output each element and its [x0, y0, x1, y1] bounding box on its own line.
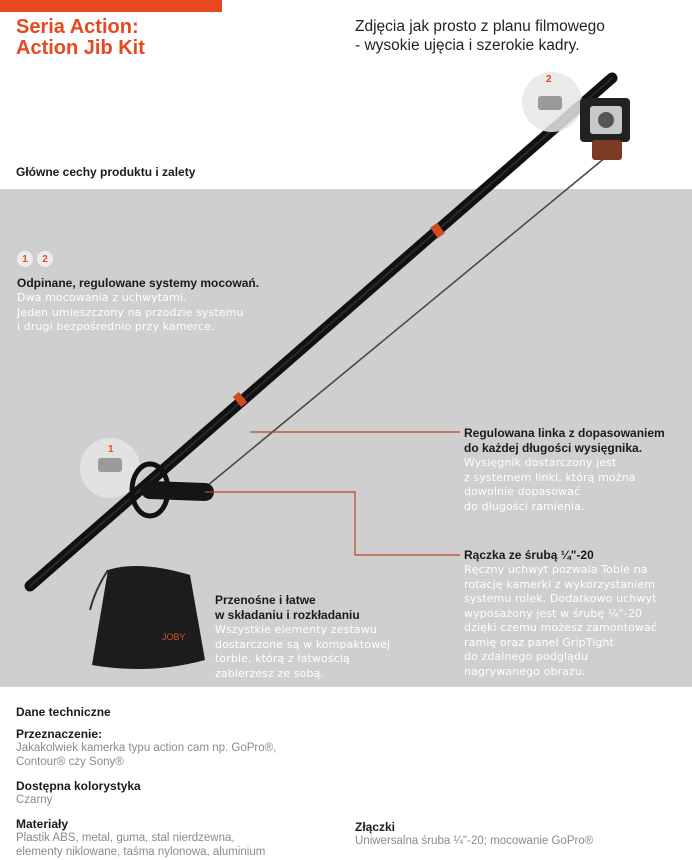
spec-color [16, 779, 336, 807]
spec-value-line: elementy niklowane, taśma nylonowa, aluminium [16, 846, 266, 858]
leader-line-handle [205, 492, 460, 555]
mount-badges [17, 251, 53, 267]
handle-grip [150, 490, 205, 492]
mini-camera-top [538, 96, 562, 110]
feature-desc-line: systemu rolek. Dodatkowo uchwyt [464, 592, 657, 605]
feature-handle [464, 548, 692, 679]
badge-2: 2 [37, 251, 53, 267]
badge-1: 1 [17, 251, 33, 267]
spec-label: Przeznaczenie: [16, 727, 103, 741]
spec-value-line: Contour® czy Sony® [16, 756, 124, 768]
feature-cable [464, 426, 692, 514]
carry-bag [92, 566, 205, 669]
spec-label: Złączki [355, 820, 396, 834]
brand-line-2: Action Jib Kit [16, 37, 145, 59]
feature-portable [215, 593, 415, 681]
mini-camera-handle [98, 458, 122, 472]
feature-desc-line: Wysięgnik dostarczony jest [464, 456, 617, 469]
feature-desc-line: dowolnie dopasować [464, 485, 581, 498]
feature-desc-line: Jeden umieszczony na przodzie systemu [17, 305, 244, 319]
badge-top-marker: 2 [546, 74, 552, 85]
feature-title-line: do każdej długości wysięgnika. [464, 441, 643, 455]
tagline-line-1: Zdjęcia jak prosto z planu filmowego [355, 18, 605, 35]
tagline-line-2: - wysokie ujęcia i szerokie kadry. [355, 37, 580, 54]
feature-desc-line: nagrywanego obrazu. [464, 664, 586, 678]
feature-desc-line: rotację kamerki z wykorzystaniem [464, 577, 656, 591]
feature-title: Odpinane, regulowane systemy mocowań. [17, 276, 260, 290]
spec-connectors [355, 820, 685, 848]
pole-ring-2 [237, 397, 243, 402]
feature-title: Rączka ze śrubą ¼"-20 [464, 548, 594, 562]
feature-desc-line: dostarczone są w kompaktowej [215, 637, 391, 651]
feature-desc-line: zabierzesz ze sobą. [215, 666, 325, 680]
brand-line-1: Seria Action: [16, 16, 139, 38]
badge-handle-marker: 1 [108, 444, 114, 455]
spec-purpose [16, 727, 336, 769]
feature-desc-line: Wszystkie elementy zestawu [215, 623, 377, 636]
spec-value-line: Jakakolwiek kamerka typu action cam np. GoPro®, [16, 742, 277, 754]
feature-desc-line: do długości ramienia. [464, 499, 585, 513]
feature-desc-line: dzięki czemu możesz zamontować [464, 621, 658, 634]
spec-value-line: Plastik ABS, metal, guma, stal nierdzewna, [16, 832, 235, 844]
feature-desc-line: ramię oraz panel GripTight [464, 635, 614, 649]
feature-desc-line: i drugi bezpośrednio przy kamerce. [17, 320, 215, 333]
section-title: Główne cechy produktu i zalety [16, 165, 196, 179]
feature-title-line: w składaniu i rozkładaniu [215, 608, 360, 622]
feature-title-line: Przenośne i łatwe [215, 593, 316, 607]
camera-mount [592, 140, 622, 160]
pole-ring-1 [434, 228, 441, 233]
feature-desc-line: Ręczny uchwyt pozwala Tobie na [464, 563, 648, 576]
spec-materials [16, 817, 336, 859]
feature-desc-line: do zdalnego podglądu [464, 650, 589, 663]
specs-title: Dane techniczne [16, 705, 111, 719]
feature-desc-line: Dwa mocowania z uchwytami. [17, 291, 187, 304]
spec-value: Uniwersalna śruba ¼"-20; mocowanie GoPro® [355, 835, 594, 847]
spec-label: Materiały [16, 817, 69, 831]
feature-title-line: Regulowana linka z dopasowaniem [464, 426, 665, 440]
bag-logo: JOBY [162, 632, 186, 642]
feature-mounts [17, 276, 277, 335]
spec-label: Dostępna kolorystyka [16, 779, 141, 793]
feature-desc-line: torbie, którą z łatwością [215, 652, 350, 665]
spec-value: Czarny [16, 794, 53, 806]
feature-desc-line: z systemem linki, którą można [464, 470, 636, 484]
feature-desc-line: wyposażony jest w śrubę ¼"-20 [464, 606, 643, 620]
